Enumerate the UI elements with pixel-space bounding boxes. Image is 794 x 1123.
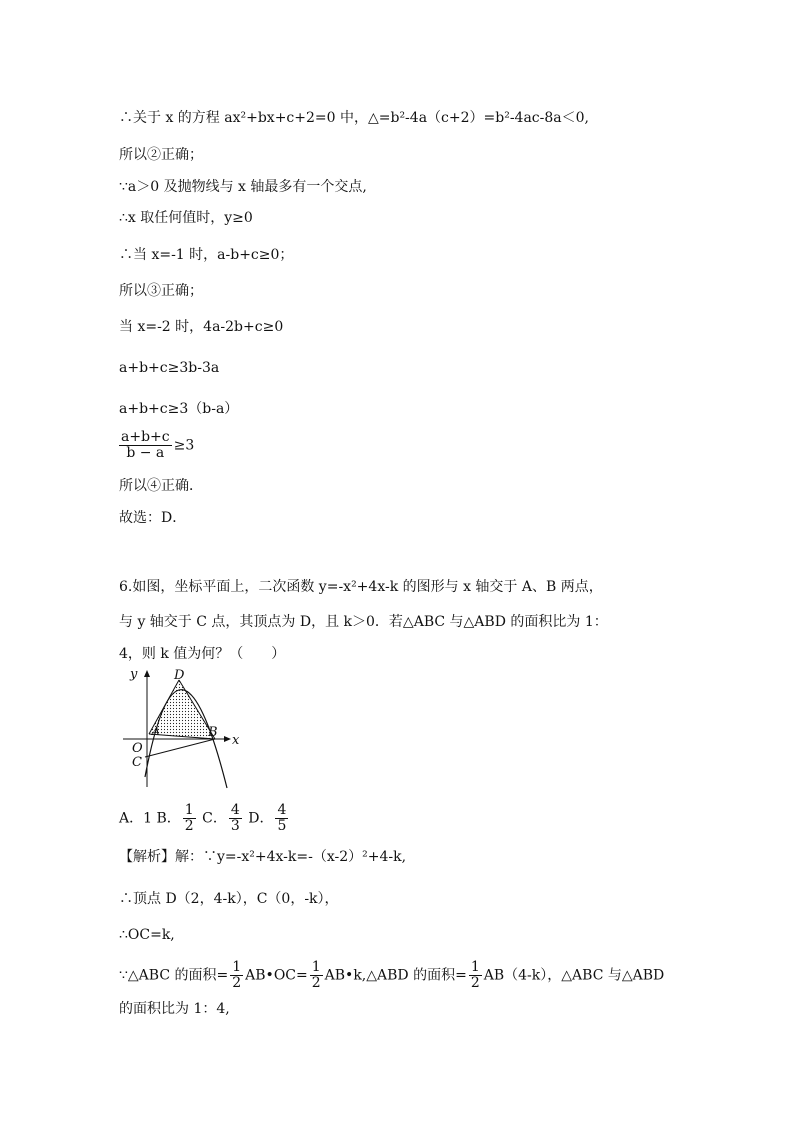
label-b: B [208,725,218,740]
solution-line: ∴OC=k, [119,927,175,943]
solution-text: AB•k,△ABD 的面积= [324,967,467,984]
fraction-numerator: 4 [277,802,287,818]
inequality-text: ≥3 [173,437,195,454]
fraction [469,960,482,991]
solution-area-line [119,960,664,991]
parabola-figure [115,662,255,792]
solution-line: 【解析】解：∵y=-x²+4x-k=-（x-2）²+4-k, [119,849,407,865]
label-y: y [130,667,138,682]
text-line: 所以②正确； [119,147,203,163]
fraction-numerator: 1 [232,959,242,975]
text-line: ∴x 取任何值时，y≥0 [119,210,253,226]
label-o: O [132,741,143,756]
text-line: 故选：D． [119,510,187,526]
solution-text: AB•OC= [245,967,308,984]
fraction-denominator: 2 [232,975,242,991]
option-b-fraction [183,803,196,834]
fraction-numerator: 4 [230,802,240,818]
fraction [119,430,172,461]
fraction-numerator: 1 [184,802,194,818]
edge-cb [145,739,215,757]
text-line: 所以④正确． [119,478,203,494]
question-line: 与 y 轴交于 C 点，其顶点为 D，且 k＞0．若△ABC 与△ABD 的面积比为 1： [119,614,608,630]
solution-text: AB（4-k），△ABC 与△ABD [483,967,665,984]
label-c: C [132,755,142,770]
option-a: A．1 B． [119,810,181,827]
option-d-label: D． [243,810,274,827]
fraction-numerator: 1 [470,959,480,975]
option-d-fraction [275,803,288,834]
fraction [230,960,243,991]
fraction-denominator: b − a [126,445,165,461]
option-c-label: C． [197,810,227,827]
y-axis-arrow [144,670,150,677]
label-x: x [232,733,240,748]
fraction-denominator: 2 [470,975,480,991]
fraction-numerator: 1 [311,959,321,975]
text-line: ∵a＞0 及抛物线与 x 轴最多有一个交点, [119,179,367,195]
x-axis-arrow [224,736,231,742]
text-line: 当 x=-2 时，4a-2b+c≥0 [119,319,284,335]
option-c-fraction [229,803,242,834]
fraction [310,960,323,991]
fraction-denominator: 5 [277,818,287,834]
fraction-denominator: 3 [230,818,240,834]
solution-text: ∵△ABC 的面积= [119,967,229,984]
fraction-denominator: 2 [184,818,194,834]
text-line: ∴当 x=-1 时，a-b+c≥0； [119,247,294,263]
text-line: a+b+c≥3b-3a [119,360,220,376]
text-line: ∴关于 x 的方程 ax²+bx+c+2=0 中，△=b²-4a（c+2）=b²-4ac-8a＜0, [119,110,589,126]
label-a: A [152,725,160,738]
question-line: 4，则 k 值为何？（ ） [119,646,286,662]
text-line: 所以③正确； [119,283,203,299]
fraction-numerator: a+b+c [121,429,170,445]
label-d: D [174,668,185,683]
solution-line: ∴顶点 D（2，4-k），C（0，-k）， [119,891,339,907]
text-line: a+b+c≥3（b-a） [119,401,239,417]
fraction-denominator: 2 [311,975,321,991]
question-line: 6.如图，坐标平面上，二次函数 y=-x²+4x-k 的图形与 x 轴交于 A、B 两点， [119,579,603,595]
solution-line: 的面积比为 1：4, [119,1001,230,1017]
fraction-line [119,430,194,461]
options-line [119,803,290,834]
